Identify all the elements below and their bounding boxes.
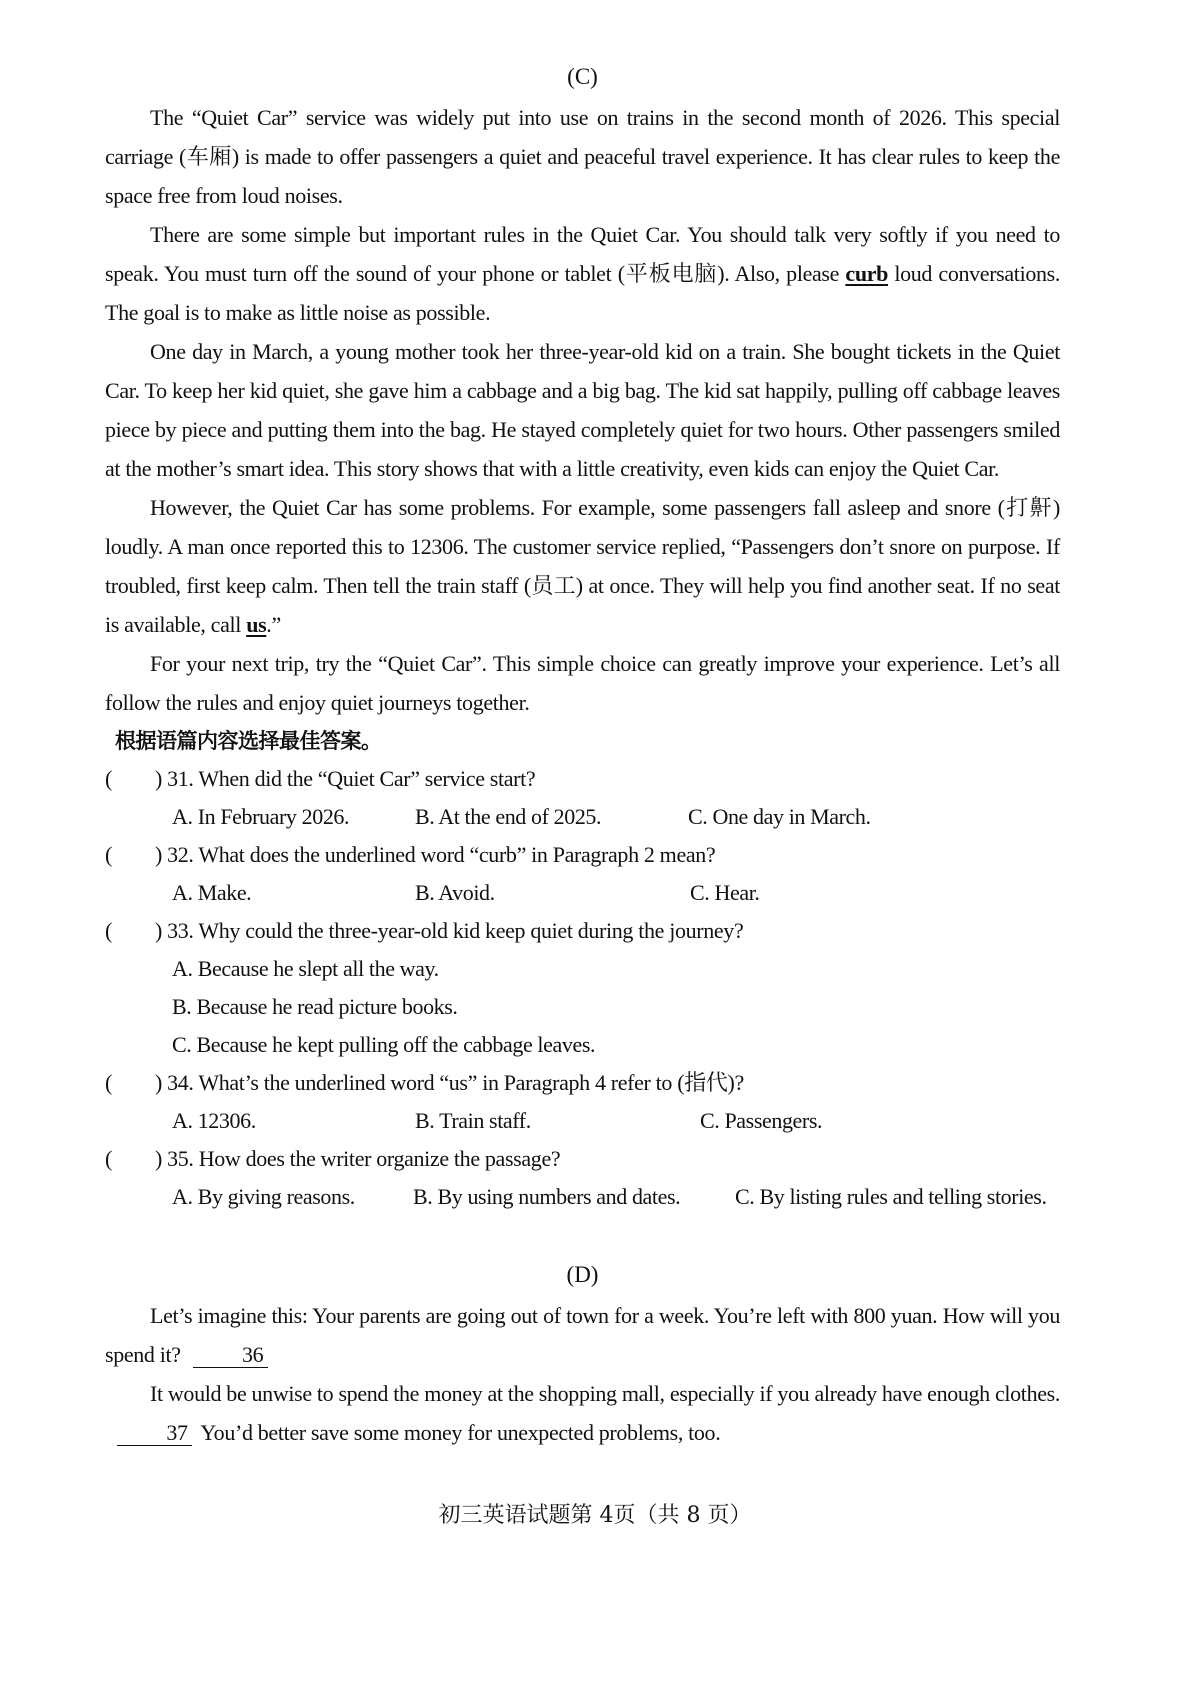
answer-bracket: ( bbox=[105, 766, 112, 791]
paragraph-text: Let’s imagine this: Your parents are going out of town for a week. You’re left with 800 yuan. How will you spend it? bbox=[105, 1303, 1060, 1367]
underlined-word-curb: curb bbox=[845, 261, 889, 286]
question-32 bbox=[105, 836, 1060, 874]
question-35-options bbox=[105, 1178, 1060, 1216]
option-a: A. In February 2026. bbox=[172, 804, 350, 829]
paragraph-text-end: You’d better save some money for unexpected problems, too. bbox=[200, 1420, 721, 1445]
question-33 bbox=[105, 912, 1060, 950]
question-text: ) 31. When did the “Quiet Car” service start? bbox=[155, 766, 536, 791]
paragraph-4-start: However, the Quiet Car has some problems. For example, some passengers fall asleep and snore (打鼾) loudly. A man once reported this to 12306. The customer service replied, “Passengers don’t snore on purpose. If troubled, first keep calm. Then tell the train staff (员工) at once. They will help you find another seat. If no seat is available, call bbox=[105, 495, 1060, 637]
paragraph-2-start: There are some simple but important rules in the Quiet Car. You should talk very softly if you need to speak. You must turn off the sound of your phone or tablet (平板电脑). Also, please bbox=[105, 222, 1060, 286]
option-b: B. Because he read picture books. bbox=[172, 994, 458, 1019]
option-b: B. Train staff. bbox=[415, 1108, 531, 1133]
blank-37: 37 bbox=[117, 1421, 192, 1446]
option-c: C. Passengers. bbox=[700, 1108, 823, 1133]
option-b: B. At the end of 2025. bbox=[415, 804, 602, 829]
section-d-paragraph-1 bbox=[105, 1296, 1060, 1374]
section-d-title: (D) bbox=[566, 1262, 599, 1287]
question-31-options bbox=[105, 798, 1060, 836]
option-c: C. By listing rules and telling stories. bbox=[735, 1184, 1047, 1209]
paragraph-4-end: .” bbox=[266, 612, 281, 637]
paragraph-5: For your next trip, try the “Quiet Car”. This simple choice can greatly improve your experience. Let’s all follow the rules and enjoy quiet journeys together. bbox=[105, 651, 1060, 715]
underlined-word-us: us bbox=[246, 612, 267, 637]
question-text: ) 32. What does the underlined word “curb” in Paragraph 2 mean? bbox=[155, 842, 716, 867]
option-a: A. Make. bbox=[172, 880, 252, 905]
page-footer: 初三英语试题第 4页（共 8 页） bbox=[438, 1503, 752, 1528]
option-c: C. Because he kept pulling off the cabbage leaves. bbox=[172, 1032, 596, 1057]
paragraph-text: It would be unwise to spend the money at the shopping mall, especially if you already have enough clothes. bbox=[150, 1381, 1060, 1406]
paragraph-4 bbox=[105, 488, 1060, 644]
answer-bracket: ( bbox=[105, 1070, 112, 1095]
answer-bracket: ( bbox=[105, 842, 112, 867]
question-31 bbox=[105, 760, 1060, 798]
question-text: ) 34. What’s the underlined word “us” in Paragraph 4 refer to (指代)? bbox=[155, 1070, 744, 1095]
question-text: ) 35. How does the writer organize the passage? bbox=[155, 1146, 561, 1171]
instruction: 根据语篇内容选择最佳答案。 bbox=[115, 729, 382, 753]
option-b: B. By using numbers and dates. bbox=[413, 1184, 681, 1209]
answer-bracket: ( bbox=[105, 918, 112, 943]
question-34-options bbox=[105, 1102, 1060, 1140]
option-c: C. One day in March. bbox=[688, 804, 871, 829]
answer-bracket: ( bbox=[105, 1146, 112, 1171]
paragraph-2-end: loud conversations. The goal is to make as little noise as possible. bbox=[105, 261, 1060, 325]
option-b: B. Avoid. bbox=[415, 880, 495, 905]
option-a: A. Because he slept all the way. bbox=[172, 956, 439, 981]
paragraph-2 bbox=[105, 215, 1060, 332]
paragraph-3: One day in March, a young mother took her three-year-old kid on a train. She bought tickets in the Quiet Car. To keep her kid quiet, she gave him a cabbage and a big bag. The kid sat happily, pulling off cabbage leaves piece by piece and putting them into the bag. He stayed completely quiet for two hours. Other passengers smiled at the mother’s smart idea. This story shows that with a little creativity, even kids can enjoy the Quiet Car. bbox=[105, 339, 1060, 481]
option-c: C. Hear. bbox=[690, 880, 760, 905]
blank-36: 36 bbox=[193, 1343, 268, 1368]
option-a: A. 12306. bbox=[172, 1108, 256, 1133]
paragraph-1: The “Quiet Car” service was widely put into use on trains in the second month of 2026. This special carriage (车厢) is made to offer passengers a quiet and peaceful travel experience. It has clear rules to keep the space free from loud noises. bbox=[105, 105, 1060, 208]
option-a: A. By giving reasons. bbox=[172, 1184, 355, 1209]
question-text: ) 33. Why could the three-year-old kid keep quiet during the journey? bbox=[155, 918, 744, 943]
section-d-paragraph-2 bbox=[105, 1374, 1060, 1452]
section-c-title: (C) bbox=[567, 64, 598, 89]
question-35 bbox=[105, 1140, 1060, 1178]
question-32-options bbox=[105, 874, 1060, 912]
question-34 bbox=[105, 1064, 1060, 1102]
